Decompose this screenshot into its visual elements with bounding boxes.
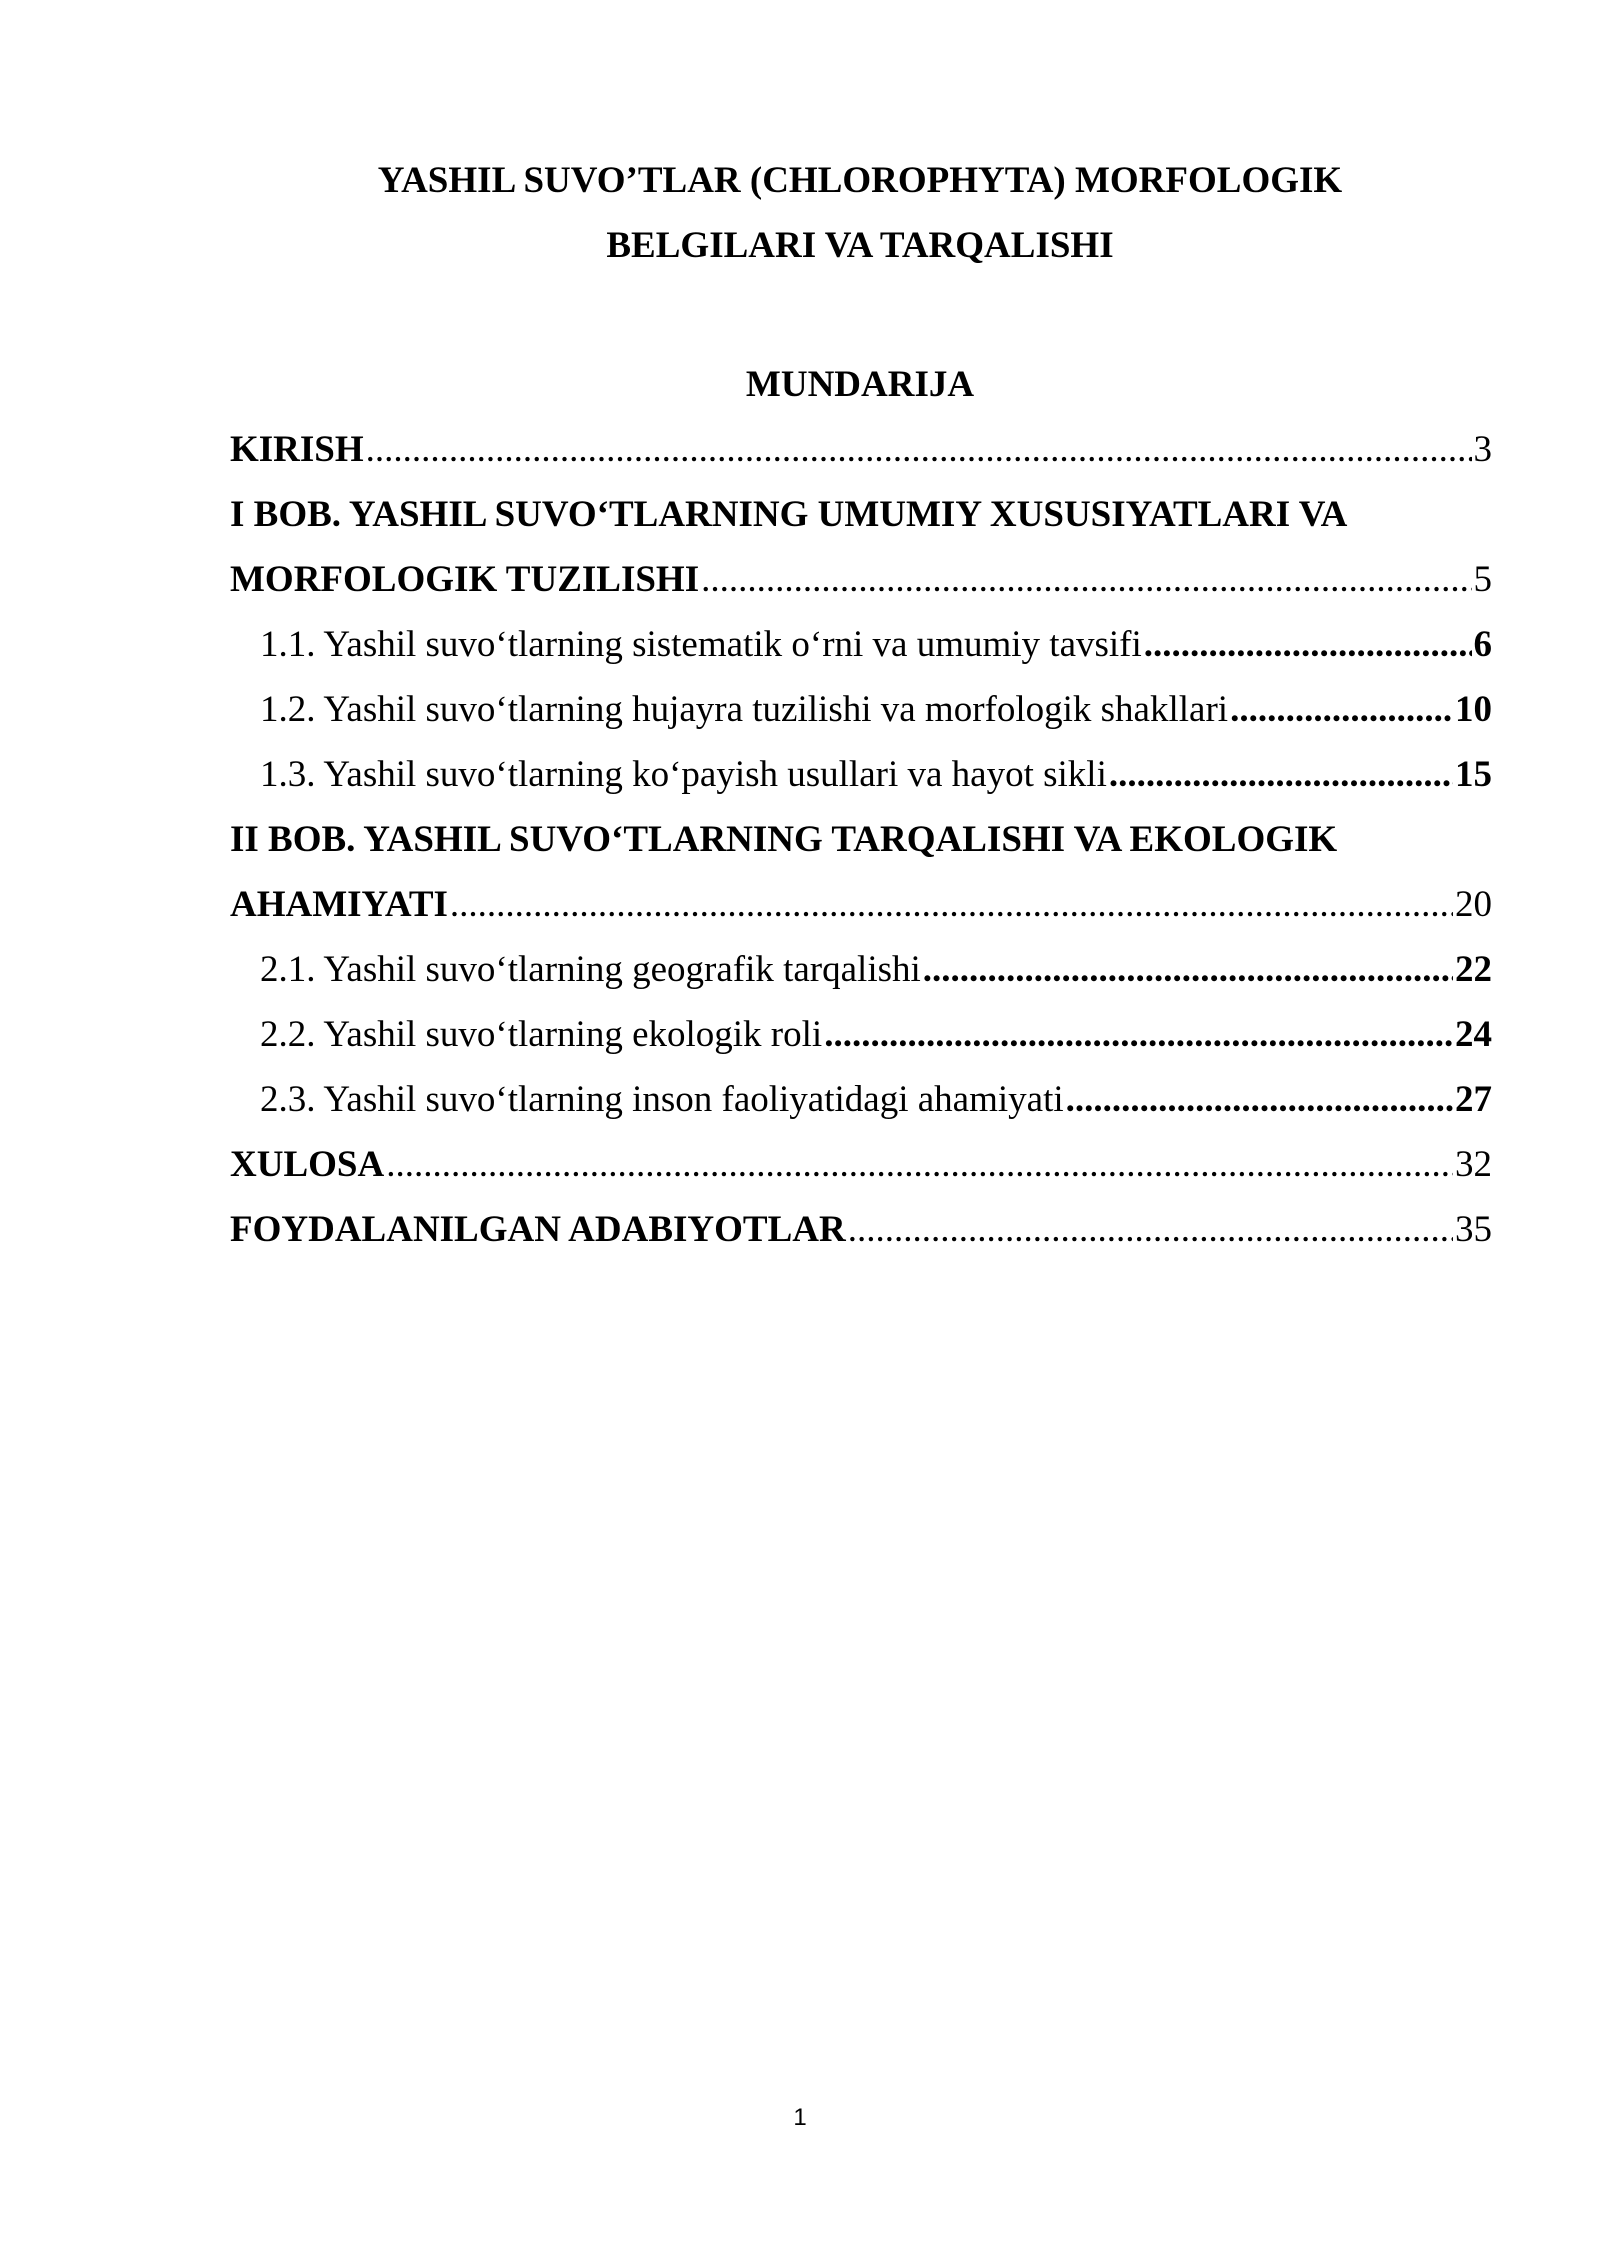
title-line-1: YASHIL SUVO’TLAR (CHLOROPHYTA) MORFOLOGIK bbox=[377, 160, 1343, 201]
toc-entry-2-2[interactable] bbox=[230, 1002, 1492, 1067]
toc-entry-page: 35 bbox=[1455, 1209, 1492, 1250]
toc-entry-page: 15 bbox=[1455, 754, 1492, 795]
toc-entry-label: II BOB. YASHIL SUVO‘TLARNING TARQALISHI VA EKOLOGIK bbox=[230, 819, 1338, 860]
toc-dot-leader bbox=[1144, 612, 1472, 677]
toc-dot-leader bbox=[923, 937, 1453, 1002]
toc-dot-leader bbox=[1230, 677, 1453, 742]
toc-entry-label: 1.3. Yashil suvo‘tlarning ko‘payish usullari va hayot sikli bbox=[260, 754, 1107, 795]
toc-entry-page: 3 bbox=[1473, 429, 1492, 470]
toc-heading: MUNDARIJA bbox=[745, 364, 975, 405]
toc-dot-leader bbox=[366, 417, 1472, 482]
toc-entry-page: 5 bbox=[1473, 559, 1492, 600]
toc-entry-page: 24 bbox=[1455, 1014, 1492, 1055]
toc-entry-bob2-line1[interactable] bbox=[230, 807, 1492, 872]
toc-entry-bob1-line1[interactable] bbox=[230, 482, 1492, 547]
toc-entry-label: 2.2. Yashil suvo‘tlarning ekologik roli bbox=[260, 1014, 823, 1055]
toc-entry-kirish[interactable] bbox=[230, 417, 1492, 482]
toc-dot-leader bbox=[848, 1197, 1453, 1262]
table-of-contents bbox=[230, 417, 1492, 1262]
toc-entry-2-1[interactable] bbox=[230, 937, 1492, 1002]
toc-dot-leader bbox=[450, 872, 1453, 937]
toc-entry-page: 20 bbox=[1455, 884, 1492, 925]
toc-entry-label: MORFOLOGIK TUZILISHI bbox=[230, 559, 700, 600]
toc-entry-page: 10 bbox=[1455, 689, 1492, 730]
toc-dot-leader bbox=[1109, 742, 1453, 807]
title-line-2: BELGILARI VA TARQALISHI bbox=[606, 225, 1114, 266]
toc-entry-label: 2.1. Yashil suvo‘tlarning geografik tarqalishi bbox=[260, 949, 921, 990]
toc-entry-label: FOYDALANILGAN ADABIYOTLAR bbox=[230, 1209, 846, 1250]
toc-entry-1-1[interactable] bbox=[230, 612, 1492, 677]
toc-entry-2-3[interactable] bbox=[230, 1067, 1492, 1132]
document-title bbox=[230, 148, 1490, 278]
toc-entry-page: 27 bbox=[1455, 1079, 1492, 1120]
toc-entry-xulosa[interactable] bbox=[230, 1132, 1492, 1197]
toc-entry-bob1[interactable] bbox=[230, 547, 1492, 612]
toc-entry-label: I BOB. YASHIL SUVO‘TLARNING UMUMIY XUSUSIYATLARI VA bbox=[230, 494, 1348, 535]
toc-entry-label: KIRISH bbox=[230, 429, 364, 470]
toc-entry-bob2[interactable] bbox=[230, 872, 1492, 937]
page-number: 1 bbox=[793, 2104, 807, 2131]
toc-dot-leader bbox=[386, 1132, 1453, 1197]
toc-entry-label: AHAMIYATI bbox=[230, 884, 448, 925]
toc-entry-label: 1.1. Yashil suvo‘tlarning sistematik o‘rni va umumiy tavsifi bbox=[260, 624, 1142, 665]
toc-entry-page: 32 bbox=[1455, 1144, 1492, 1185]
toc-entry-label: 1.2. Yashil suvo‘tlarning hujayra tuzilishi va morfologik shakllari bbox=[260, 689, 1229, 730]
toc-entry-1-2[interactable] bbox=[230, 677, 1492, 742]
toc-dot-leader bbox=[1066, 1067, 1453, 1132]
toc-entry-label: 2.3. Yashil suvo‘tlarning inson faoliyatidagi ahamiyati bbox=[260, 1079, 1064, 1120]
toc-entry-page: 6 bbox=[1473, 624, 1492, 665]
toc-entry-label: XULOSA bbox=[230, 1144, 385, 1185]
toc-dot-leader bbox=[824, 1002, 1453, 1067]
toc-dot-leader bbox=[701, 547, 1471, 612]
toc-entry-adabiyotlar[interactable] bbox=[230, 1197, 1492, 1262]
toc-entry-1-3[interactable] bbox=[230, 742, 1492, 807]
toc-entry-page: 22 bbox=[1455, 949, 1492, 990]
